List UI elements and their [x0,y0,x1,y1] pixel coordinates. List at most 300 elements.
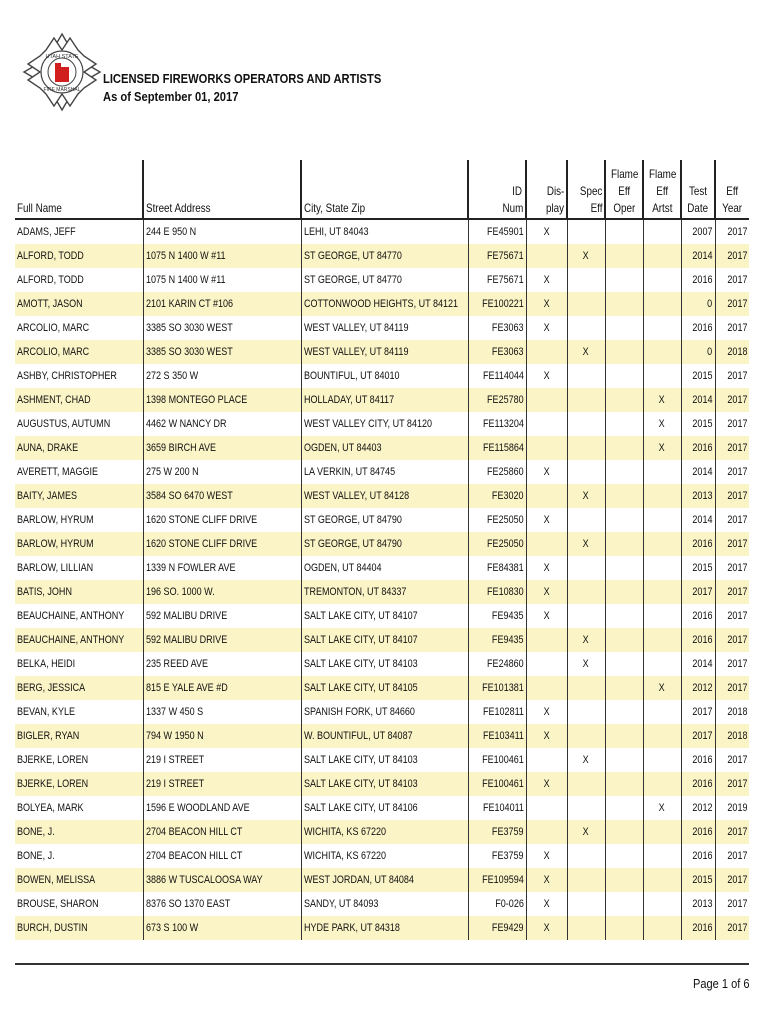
cell-display [526,796,567,820]
cell-city-state-zip: ST GEORGE, UT 84770 [301,268,468,292]
cell-display: X [526,556,567,580]
cell-full-name: AUGUSTUS, AUTUMN [17,418,111,430]
cell-flame-eff-oper [605,219,643,244]
cell-flame-eff-oper [605,532,643,556]
cell-spec-eff [567,676,605,700]
cell-city-state-zip: SALT LAKE CITY, UT 84103 [301,652,468,676]
cell-test-date: 2016 [681,532,715,556]
cell-flame-eff-oper [605,556,643,580]
cell-test-date: 2016 [681,268,715,292]
cell-flame-eff-artst [643,652,681,676]
cell-eff-year: 2019 [715,796,749,820]
cell-spec-eff [567,772,605,796]
cell-spec-eff [567,796,605,820]
cell-display: X [526,916,567,940]
cell-flame-eff-artst: X [643,436,681,460]
cell-test-date: 0 [681,340,715,364]
cell-eff-year: 2017 [715,580,749,604]
cell-display: X [526,844,567,868]
cell-test-date: 2014 [681,508,715,532]
cell-street-address: 1620 STONE CLIFF DRIVE [143,508,301,532]
cell-test-date: 2007 [681,219,715,244]
cell-street-address: 3584 SO 6470 WEST [143,484,301,508]
cell-eff-year: 2017 [715,388,749,412]
cell-flame-eff-artst: X [643,412,681,436]
cell-street-address: 2704 BEACON HILL CT [143,844,301,868]
cell-display [526,244,567,268]
cell-full-name: BJERKE, LOREN [15,772,143,796]
cell-spec-eff [567,892,605,916]
cell-id-num: FE104011 [468,796,526,820]
cell-display: X [526,580,567,604]
cell-eff-year: 2018 [715,724,749,748]
cell-flame-eff-oper [605,292,643,316]
cell-eff-year: 2017 [715,772,749,796]
cell-spec-eff: X [567,628,605,652]
cell-flame-eff-artst [643,700,681,724]
cell-city-state-zip: LEHI, UT 84043 [301,219,468,244]
cell-id-num: FE75671 [468,244,526,268]
cell-id-num: FE114044 [468,364,526,388]
table-row [15,604,749,628]
cell-id-num: FE9435 [468,628,526,652]
cell-spec-eff: X [567,340,605,364]
cell-spec-eff: X [567,820,605,844]
cell-test-date: 2015 [681,364,715,388]
table-row [15,820,749,844]
cell-eff-year: 2017 [715,244,749,268]
cell-eff-year: 2017 [715,484,749,508]
cell-flame-eff-oper [605,388,643,412]
cell-id-num: FE45901 [468,219,526,244]
cell-id-num: FE103411 [468,724,526,748]
cell-full-name: BEVAN, KYLE [17,706,75,718]
cell-flame-eff-artst: X [643,796,681,820]
cell-street-address: 219 I STREET [143,772,301,796]
cell-city-state-zip: W. BOUNTIFUL, UT 84087 [301,724,468,748]
svg-text:UTAH STATE: UTAH STATE [45,54,79,60]
table-row [15,244,749,268]
cell-test-date: 2015 [681,868,715,892]
cell-flame-eff-artst [643,916,681,940]
cell-test-date: 2014 [681,244,715,268]
cell-flame-eff-artst [643,604,681,628]
cell-test-date: 2016 [681,772,715,796]
table-row [15,484,749,508]
svg-text:FIRE MARSHAL: FIRE MARSHAL [43,87,81,93]
cell-spec-eff: X [567,244,605,268]
cell-flame-eff-oper [605,676,643,700]
cell-display: X [526,508,567,532]
cell-city-state-zip: ST GEORGE, UT 84770 [301,244,468,268]
cell-flame-eff-oper [605,652,643,676]
cell-flame-eff-artst [643,868,681,892]
cell-id-num: FE25860 [468,460,526,484]
cell-spec-eff [567,412,605,436]
cell-flame-eff-artst [643,820,681,844]
cell-full-name: AMOTT, JASON [15,292,143,316]
cell-eff-year: 2017 [715,844,749,868]
cell-flame-eff-oper [605,340,643,364]
cell-city-state-zip: SALT LAKE CITY, UT 84103 [301,748,468,772]
cell-display: X [526,724,567,748]
cell-full-name: BONE, J. [17,850,55,862]
cell-test-date: 2016 [681,436,715,460]
cell-flame-eff-artst [643,556,681,580]
cell-display [526,820,567,844]
cell-full-name: AUNA, DRAKE [15,436,143,460]
cell-street-address: 3385 SO 3030 WEST [143,316,301,340]
document-subtitle: As of September 01, 2017 [103,89,239,104]
cell-city-state-zip: WEST VALLEY, UT 84119 [301,340,468,364]
cell-eff-year: 2017 [715,820,749,844]
cell-id-num: FE3020 [468,484,526,508]
cell-city-state-zip: SALT LAKE CITY, UT 84105 [301,676,468,700]
cell-flame-eff-artst [643,532,681,556]
cell-id-num: FE75671 [468,268,526,292]
cell-eff-year: 2017 [715,268,749,292]
col-header-eff-year: Eff Year [715,160,749,219]
cell-flame-eff-artst [643,219,681,244]
cell-flame-eff-artst [643,724,681,748]
col-header-spec-eff: Spec Eff [567,160,605,219]
cell-city-state-zip: OGDEN, UT 84403 [301,436,468,460]
cell-flame-eff-artst [643,268,681,292]
cell-eff-year: 2017 [715,364,749,388]
cell-test-date: 2014 [681,388,715,412]
cell-display [526,484,567,508]
cell-test-date: 2015 [681,556,715,580]
cell-street-address: 1620 STONE CLIFF DRIVE [143,532,301,556]
cell-city-state-zip: SALT LAKE CITY, UT 84103 [301,772,468,796]
col-header-flame-eff-artst: Flame Eff Artst [643,160,681,219]
cell-street-address: 1398 MONTEGO PLACE [143,388,301,412]
cell-id-num: FE9435 [468,604,526,628]
cell-full-name: ADAMS, JEFF [17,226,76,238]
cell-display: X [526,316,567,340]
cell-test-date: 2016 [681,916,715,940]
cell-flame-eff-oper [605,364,643,388]
cell-flame-eff-oper [605,508,643,532]
cell-street-address: 1339 N FOWLER AVE [143,556,301,580]
cell-id-num: FE3063 [468,316,526,340]
cell-test-date: 2013 [681,484,715,508]
cell-test-date: 2012 [681,796,715,820]
cell-flame-eff-oper [605,796,643,820]
cell-test-date: 2016 [681,604,715,628]
cell-spec-eff [567,268,605,292]
cell-full-name: BAITY, JAMES [15,484,143,508]
cell-street-address: 3886 W TUSCALOOSA WAY [143,868,301,892]
cell-flame-eff-oper [605,316,643,340]
cell-street-address: 592 MALIBU DRIVE [143,604,301,628]
cell-street-address: 815 E YALE AVE #D [143,676,301,700]
cell-test-date: 2017 [681,724,715,748]
cell-id-num: FE10830 [468,580,526,604]
cell-flame-eff-oper [605,820,643,844]
cell-spec-eff [567,364,605,388]
cell-full-name: ARCOLIO, MARC [15,340,143,364]
cell-eff-year: 2017 [715,748,749,772]
cell-display [526,532,567,556]
table-row [15,724,749,748]
cell-street-address: 2101 KARIN CT #106 [143,292,301,316]
cell-id-num: FE3759 [468,820,526,844]
cell-full-name: BONE, J. [15,820,143,844]
cell-display [526,676,567,700]
cell-flame-eff-oper [605,916,643,940]
cell-display: X [526,364,567,388]
cell-spec-eff: X [567,748,605,772]
cell-street-address: 673 S 100 W [143,916,301,940]
table-row [15,364,749,388]
cell-city-state-zip: SALT LAKE CITY, UT 84107 [301,604,468,628]
cell-street-address: 1075 N 1400 W #11 [143,244,301,268]
cell-spec-eff [567,508,605,532]
table-row [15,532,749,556]
table-row [15,652,749,676]
cell-flame-eff-oper [605,844,643,868]
document-title-block [103,70,427,106]
cell-eff-year: 2017 [715,508,749,532]
cell-test-date: 2016 [681,748,715,772]
cell-street-address: 794 W 1950 N [143,724,301,748]
cell-full-name: BELKA, HEIDI [17,658,76,670]
cell-display: X [526,892,567,916]
cell-eff-year: 2017 [715,460,749,484]
cell-id-num: FE25780 [468,388,526,412]
footer-divider [15,963,749,965]
cell-street-address: 2704 BEACON HILL CT [143,820,301,844]
cell-flame-eff-artst [643,628,681,652]
cell-display [526,436,567,460]
table-row [15,580,749,604]
cell-city-state-zip: HYDE PARK, UT 84318 [301,916,468,940]
cell-spec-eff [567,604,605,628]
cell-spec-eff [567,700,605,724]
operators-table [15,160,749,940]
table-row [15,868,749,892]
cell-flame-eff-artst [643,364,681,388]
table-row [15,508,749,532]
cell-id-num: FE25050 [468,508,526,532]
cell-flame-eff-artst [643,244,681,268]
cell-street-address: 196 SO. 1000 W. [143,580,301,604]
cell-flame-eff-artst [643,460,681,484]
cell-display [526,652,567,676]
cell-full-name: ARCOLIO, MARC [17,322,90,334]
cell-flame-eff-artst: X [643,676,681,700]
col-header-full-name: Full Name [15,160,143,219]
cell-spec-eff [567,724,605,748]
cell-flame-eff-oper [605,700,643,724]
cell-eff-year: 2017 [715,219,749,244]
cell-full-name: BEAUCHAINE, ANTHONY [17,610,125,622]
cell-street-address: 4462 W NANCY DR [143,412,301,436]
table-row [15,700,749,724]
cell-test-date: 2012 [681,676,715,700]
cell-spec-eff [567,292,605,316]
cell-flame-eff-artst [643,844,681,868]
col-header-street-address: Street Address [143,160,301,219]
cell-display [526,412,567,436]
table-row [15,340,749,364]
cell-id-num: FE3759 [468,844,526,868]
cell-id-num: F0-026 [468,892,526,916]
cell-test-date: 2013 [681,892,715,916]
table-row [15,316,749,340]
cell-flame-eff-oper [605,484,643,508]
cell-city-state-zip: ST GEORGE, UT 84790 [301,508,468,532]
cell-spec-eff: X [567,484,605,508]
cell-street-address: 235 REED AVE [143,652,301,676]
cell-test-date: 2016 [681,820,715,844]
cell-id-num: FE100461 [468,748,526,772]
cell-eff-year: 2017 [715,556,749,580]
cell-full-name: ALFORD, TODD [15,244,143,268]
table-row [15,556,749,580]
table-row [15,412,749,436]
cell-id-num: FE109594 [468,868,526,892]
cell-city-state-zip: BOUNTIFUL, UT 84010 [301,364,468,388]
cell-id-num: FE84381 [468,556,526,580]
cell-display [526,340,567,364]
cell-test-date: 2017 [681,700,715,724]
cell-flame-eff-artst: X [643,388,681,412]
cell-full-name: BURCH, DUSTIN [15,916,143,940]
cell-city-state-zip: WEST JORDAN, UT 84084 [301,868,468,892]
maltese-cross-icon [22,32,102,112]
cell-flame-eff-artst [643,580,681,604]
cell-test-date: 2014 [681,460,715,484]
cell-display: X [526,460,567,484]
table-row [15,268,749,292]
table-row [15,772,749,796]
cell-city-state-zip: OGDEN, UT 84404 [301,556,468,580]
cell-display [526,388,567,412]
cell-city-state-zip: WEST VALLEY, UT 84128 [301,484,468,508]
cell-display: X [526,219,567,244]
cell-eff-year: 2017 [715,868,749,892]
cell-city-state-zip: WEST VALLEY, UT 84119 [301,316,468,340]
cell-display [526,748,567,772]
table-row [15,436,749,460]
cell-full-name: BIGLER, RYAN [15,724,143,748]
cell-spec-eff [567,916,605,940]
cell-flame-eff-oper [605,892,643,916]
cell-street-address: 592 MALIBU DRIVE [143,628,301,652]
cell-full-name: BARLOW, HYRUM [15,532,143,556]
cell-test-date: 2016 [681,844,715,868]
cell-city-state-zip: WEST VALLEY CITY, UT 84120 [301,412,468,436]
cell-flame-eff-oper [605,724,643,748]
cell-flame-eff-artst [643,748,681,772]
cell-test-date: 2014 [681,652,715,676]
table-row [15,292,749,316]
cell-street-address: 8376 SO 1370 EAST [143,892,301,916]
table-header-row [15,160,749,219]
cell-city-state-zip: COTTONWOOD HEIGHTS, UT 84121 [301,292,468,316]
cell-flame-eff-artst [643,508,681,532]
cell-full-name: BEAUCHAINE, ANTHONY [15,628,143,652]
cell-id-num: FE102811 [468,700,526,724]
cell-eff-year: 2017 [715,532,749,556]
cell-street-address: 219 I STREET [143,748,301,772]
table-row [15,796,749,820]
table-body [15,219,749,940]
cell-city-state-zip: SANDY, UT 84093 [301,892,468,916]
cell-display: X [526,292,567,316]
table-row [15,844,749,868]
cell-eff-year: 2017 [715,412,749,436]
cell-street-address: 275 W 200 N [143,460,301,484]
cell-flame-eff-oper [605,868,643,892]
cell-eff-year: 2017 [715,676,749,700]
cell-display: X [526,604,567,628]
cell-eff-year: 2018 [715,700,749,724]
cell-flame-eff-oper [605,436,643,460]
table-row [15,916,749,940]
cell-spec-eff [567,556,605,580]
cell-flame-eff-oper [605,460,643,484]
cell-spec-eff [567,580,605,604]
cell-flame-eff-artst [643,292,681,316]
cell-city-state-zip: HOLLADAY, UT 84117 [301,388,468,412]
col-header-city-state-zip: City, State Zip [301,160,468,219]
cell-flame-eff-oper [605,604,643,628]
cell-flame-eff-oper [605,268,643,292]
cell-eff-year: 2017 [715,316,749,340]
cell-city-state-zip: LA VERKIN, UT 84745 [301,460,468,484]
cell-test-date: 2016 [681,628,715,652]
cell-test-date: 2017 [681,580,715,604]
cell-full-name: BARLOW, LILLIAN [17,562,94,574]
table-row [15,676,749,700]
table-row [15,219,749,244]
cell-id-num: FE100461 [468,772,526,796]
cell-display: X [526,772,567,796]
cell-display [526,628,567,652]
cell-display: X [526,268,567,292]
cell-id-num: FE24860 [468,652,526,676]
cell-street-address: 3385 SO 3030 WEST [143,340,301,364]
cell-flame-eff-oper [605,772,643,796]
cell-street-address: 1337 W 450 S [143,700,301,724]
cell-spec-eff [567,460,605,484]
cell-city-state-zip: WICHITA, KS 67220 [301,844,468,868]
cell-flame-eff-artst [643,340,681,364]
cell-spec-eff [567,844,605,868]
cell-full-name: AVERETT, MAGGIE [17,466,99,478]
cell-street-address: 1596 E WOODLAND AVE [143,796,301,820]
cell-full-name: BOLYEA, MARK [17,802,84,814]
cell-eff-year: 2017 [715,916,749,940]
cell-full-name: BJERKE, LOREN [17,754,89,766]
cell-full-name: BOWEN, MELISSA [15,868,143,892]
cell-city-state-zip: ST GEORGE, UT 84790 [301,532,468,556]
cell-full-name: BERG, JESSICA [15,676,143,700]
cell-spec-eff [567,316,605,340]
cell-city-state-zip: WICHITA, KS 67220 [301,820,468,844]
cell-display: X [526,868,567,892]
cell-eff-year: 2018 [715,340,749,364]
cell-flame-eff-artst [643,484,681,508]
cell-city-state-zip: SPANISH FORK, UT 84660 [301,700,468,724]
cell-test-date: 0 [681,292,715,316]
cell-spec-eff [567,868,605,892]
cell-city-state-zip: TREMONTON, UT 84337 [301,580,468,604]
cell-eff-year: 2017 [715,436,749,460]
